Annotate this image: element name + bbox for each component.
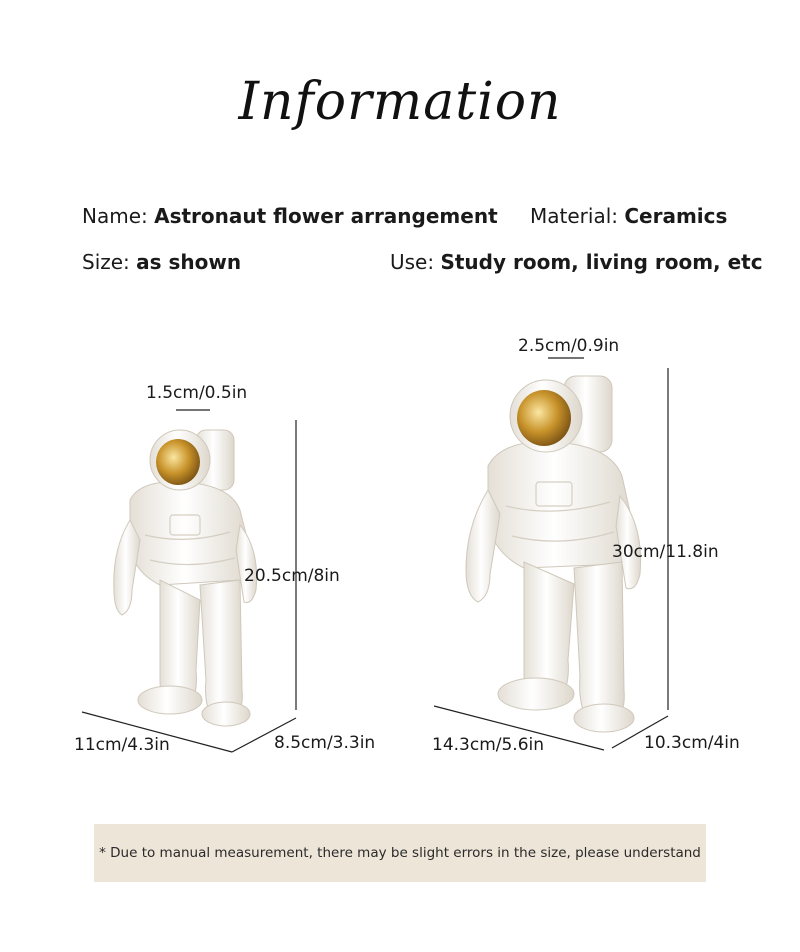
page-title: Information — [238, 72, 562, 132]
name-value: Astronaut flower arrangement — [154, 204, 498, 228]
name-label: Name: — [82, 204, 148, 228]
large-top-opening-label: 2.5cm/0.9in — [518, 336, 620, 356]
use-value: Study room, living room, etc — [440, 250, 763, 274]
use-label: Use: — [390, 250, 435, 274]
size-value: as shown — [136, 250, 242, 274]
small-depth-label: 8.5cm/3.3in — [274, 733, 376, 753]
measurement-note — [94, 824, 706, 882]
small-visor-icon — [156, 439, 200, 485]
material-label: Material: — [530, 204, 618, 228]
size-label: Size: — [82, 250, 130, 274]
measurement-note-text: * Due to manual measurement, there may be slight errors in the size, please understand — [99, 845, 701, 861]
large-width-label: 14.3cm/5.6in — [432, 735, 545, 755]
large-height-label: 30cm/11.8in — [612, 542, 719, 562]
small-top-opening-label: 1.5cm/0.5in — [146, 383, 248, 403]
large-visor-icon — [517, 390, 571, 446]
small-width-label: 11cm/4.3in — [74, 735, 170, 755]
large-depth-label: 10.3cm/4in — [644, 733, 740, 753]
material-value: Ceramics — [624, 204, 728, 228]
small-height-label: 20.5cm/8in — [244, 566, 340, 586]
